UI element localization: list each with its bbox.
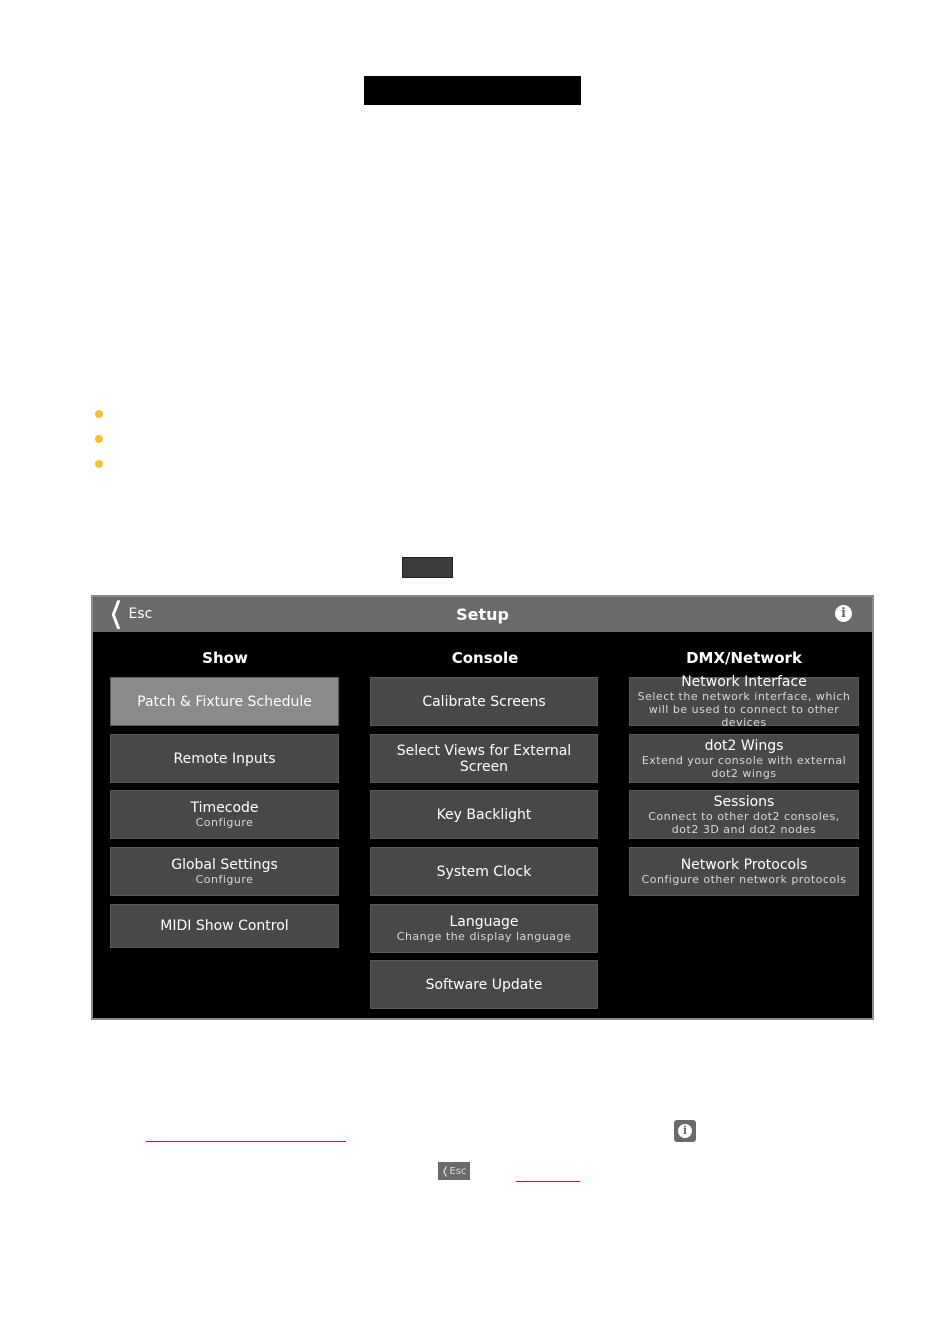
tile-sublabel: Extend your console with external dot2 wings	[641, 753, 847, 780]
tile-label: Key Backlight	[436, 806, 532, 823]
network-protocols-button[interactable]	[629, 847, 859, 896]
dot2-wings-button[interactable]	[629, 734, 859, 783]
esc-key-label: Esc	[449, 1165, 467, 1177]
tile-label: Timecode	[190, 800, 259, 816]
info-button-image	[674, 1120, 696, 1142]
tile-label: Software Update	[425, 976, 543, 993]
tile-label: Remote Inputs	[173, 750, 276, 767]
tile-label: Network Interface	[681, 674, 807, 690]
setup-header	[93, 597, 872, 632]
column-header-dmx-network: DMX/Network	[686, 649, 802, 667]
setup-title: Setup	[456, 605, 509, 624]
tile-sublabel: Connect to other dot2 consoles, dot2 3D and dot2 nodes	[648, 809, 840, 836]
tile-label: Global Settings	[171, 857, 278, 873]
chevron-left-icon: ❬	[107, 597, 126, 630]
column-header-show: Show	[202, 649, 248, 667]
tile-sublabel: Change the display language	[396, 930, 572, 943]
link-underline[interactable]	[516, 1181, 580, 1182]
link-underline[interactable]	[146, 1141, 346, 1142]
esc-key-image: ❬ Esc	[438, 1162, 470, 1180]
patch-fixture-schedule-button[interactable]	[110, 677, 339, 726]
tile-label: Calibrate Screens	[422, 693, 546, 710]
tile-sublabel: Configure other network protocols	[641, 873, 847, 886]
software-update-button[interactable]	[370, 960, 598, 1009]
select-views-external-screen-button[interactable]	[370, 734, 598, 783]
remote-inputs-button[interactable]	[110, 734, 339, 783]
setup-key-image	[402, 557, 453, 578]
sessions-button[interactable]	[629, 790, 859, 839]
timecode-button[interactable]	[110, 790, 339, 839]
setup-window	[91, 595, 874, 1020]
global-settings-button[interactable]	[110, 847, 339, 896]
bullet-point	[95, 410, 103, 418]
tile-label: Select Views for External Screen	[396, 742, 572, 775]
tile-sublabel: Configure	[195, 816, 254, 829]
tile-label: Patch & Fixture Schedule	[137, 693, 312, 710]
midi-show-control-button[interactable]	[110, 904, 339, 948]
info-icon[interactable]: i	[835, 605, 852, 622]
language-button[interactable]	[370, 904, 598, 953]
tile-label: MIDI Show Control	[160, 918, 289, 934]
column-header-console: Console	[451, 649, 519, 667]
tile-label: Sessions	[713, 793, 775, 810]
bullet-point	[95, 460, 103, 468]
tile-label: Language	[449, 914, 519, 930]
tile-label: Network Protocols	[680, 857, 808, 873]
esc-label: Esc	[128, 606, 153, 622]
system-clock-button[interactable]	[370, 847, 598, 896]
key-backlight-button[interactable]	[370, 790, 598, 839]
tile-sublabel: Configure	[195, 873, 254, 886]
info-icon: i	[678, 1124, 692, 1138]
bullet-point	[95, 435, 103, 443]
tile-label: dot2 Wings	[704, 737, 784, 754]
page-title-bar	[364, 76, 581, 105]
tile-sublabel: Select the network interface, which will be used to connect to other devices	[637, 690, 851, 729]
network-interface-button[interactable]	[629, 674, 859, 729]
tile-label: System Clock	[436, 863, 532, 880]
calibrate-screens-button[interactable]	[370, 677, 598, 726]
